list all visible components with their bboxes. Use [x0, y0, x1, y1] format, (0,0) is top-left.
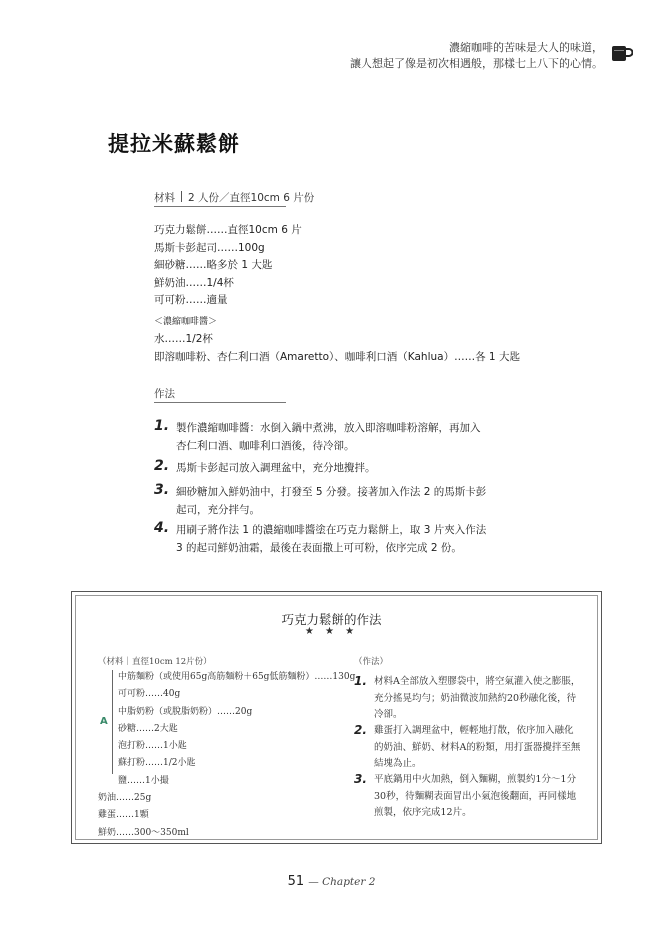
page-footer	[0, 874, 663, 889]
sub-ingredient-item: 蘇打粉……1/2小匙	[118, 758, 196, 769]
sub-ingredient-item: 砂糖……2大匙	[118, 723, 178, 734]
method-step	[154, 460, 489, 478]
header-text	[350, 40, 603, 72]
sub-ingredient-item: 可可粉……40g	[118, 689, 181, 700]
step-number: 1.	[154, 418, 170, 434]
step-text: 細砂糖加入鮮奶油中，打發至 5 分發。接著加入作法 2 的馬斯卡彭起司，充分拌勻。	[176, 486, 487, 516]
step-text: 用刷子將作法 1 的濃縮咖啡醬塗在巧克力鬆餅上，取 3 片夾入作法 3 的起司鮮奶油霜，最後在表面撒上可可粉，依序完成 2 份。	[176, 524, 487, 554]
sub-ingredient-item: 中脂奶粉（或脫脂奶粉）……20g	[118, 706, 253, 717]
sub-ingredient-item: 鮮奶……300～350ml	[98, 827, 189, 838]
sub-ingredient-item: 鹽……1小撮	[118, 775, 169, 786]
sub-ingredient-other	[98, 790, 189, 842]
sub-ingredient-item: 中筋麵粉（或使用65g高筋麵粉＋65g低筋麵粉）……130g	[118, 672, 356, 682]
sub-ingredient-item: 奶油……25g	[98, 793, 152, 803]
step-number: 1.	[354, 674, 367, 688]
chapter-label: — Chapter 2	[308, 876, 376, 888]
step-number: 2.	[154, 458, 170, 474]
ingredient-item: 細砂糖……略多於 1 大匙	[154, 259, 273, 271]
method-rule	[154, 402, 286, 403]
materials-rule	[154, 206, 286, 207]
sub-ingredient-item: 雞蛋……1顆	[98, 810, 149, 821]
step-text: 製作濃縮咖啡醬：水倒入鍋中煮沸，放入即溶咖啡粉溶解，再加入杏仁利口酒、咖啡利口酒後，待冷卻。	[176, 422, 481, 452]
step-number: 4.	[154, 520, 170, 536]
materials-serving: 2 人份／直徑10cm 6 片份	[188, 192, 315, 204]
sub-method-step	[354, 723, 582, 773]
divider	[181, 191, 182, 202]
page-title: 提拉米蘇鬆餅	[108, 132, 240, 156]
ingredient-list	[154, 222, 520, 366]
ingredient-item: 馬斯卡彭起司……100g	[154, 241, 265, 254]
materials-heading	[154, 190, 314, 205]
sub-method-heading: （作法）	[354, 657, 389, 667]
page-number: 51	[287, 874, 305, 889]
sub-method-step	[354, 674, 582, 724]
sub-materials-heading: （材料｜直徑10cm 12片份）	[98, 657, 212, 667]
ingredient-item: 即溶咖啡粉、杏仁利口酒（Amaretto）、咖啡利口酒（Kahlua）……各 1 大匙	[154, 350, 520, 363]
step-text: 馬斯卡彭起司放入調理盆中，充分地攪拌。	[176, 462, 376, 474]
method-step	[154, 522, 489, 557]
ingredient-item: 巧克力鬆餅……直徑10cm 6 片	[154, 224, 302, 236]
header-line-1: 濃縮咖啡的苦味是大人的味道，	[449, 41, 603, 54]
step-text: 雞蛋打入調理盆中，輕輕地打散，依序加入融化的奶油、鮮奶、材料A的粉類，用打蛋器攪拌至無結塊為止。	[374, 725, 581, 769]
header-line-2: 讓人想起了像是初次相遇般，那樣七上八下的心情。	[350, 57, 603, 70]
method-step	[154, 420, 489, 455]
sub-recipe-title: 巧克力鬆餅的作法	[281, 612, 382, 627]
step-number: 2.	[354, 723, 367, 737]
sub-method-step	[354, 772, 582, 822]
method-step	[154, 484, 489, 519]
method-heading: 作法	[154, 388, 175, 400]
sub-ingredient-item: 泡打粉……1小匙	[118, 741, 187, 752]
sub-ingredient-group	[118, 669, 355, 790]
ingredient-item: 鮮奶油……1/4杯	[154, 276, 234, 289]
ingredient-item: 水……1/2杯	[154, 333, 213, 345]
step-number: 3.	[354, 772, 367, 786]
step-number: 3.	[154, 482, 170, 498]
materials-label: 材料	[154, 192, 175, 204]
sub-group-title: ＜濃縮咖啡醬＞	[154, 316, 218, 327]
ingredient-item: 可可粉……適量	[154, 294, 228, 306]
group-label: A	[100, 716, 108, 727]
step-text: 平底鍋用中火加熱，倒入麵糊，煎製約1分～1分30秒，待麵糊表面冒出小氣泡後翻面，再同樣地煎製，依序完成12片。	[374, 774, 577, 818]
step-text: 材料A全部放入塑膠袋中，將空氣灌入使之膨脹，充分搖晃均勻；奶油微波加熱約20秒融化後，待冷卻。	[374, 676, 581, 720]
coffee-cup-icon	[611, 44, 633, 64]
star-rating: ★ ★ ★	[304, 626, 359, 637]
